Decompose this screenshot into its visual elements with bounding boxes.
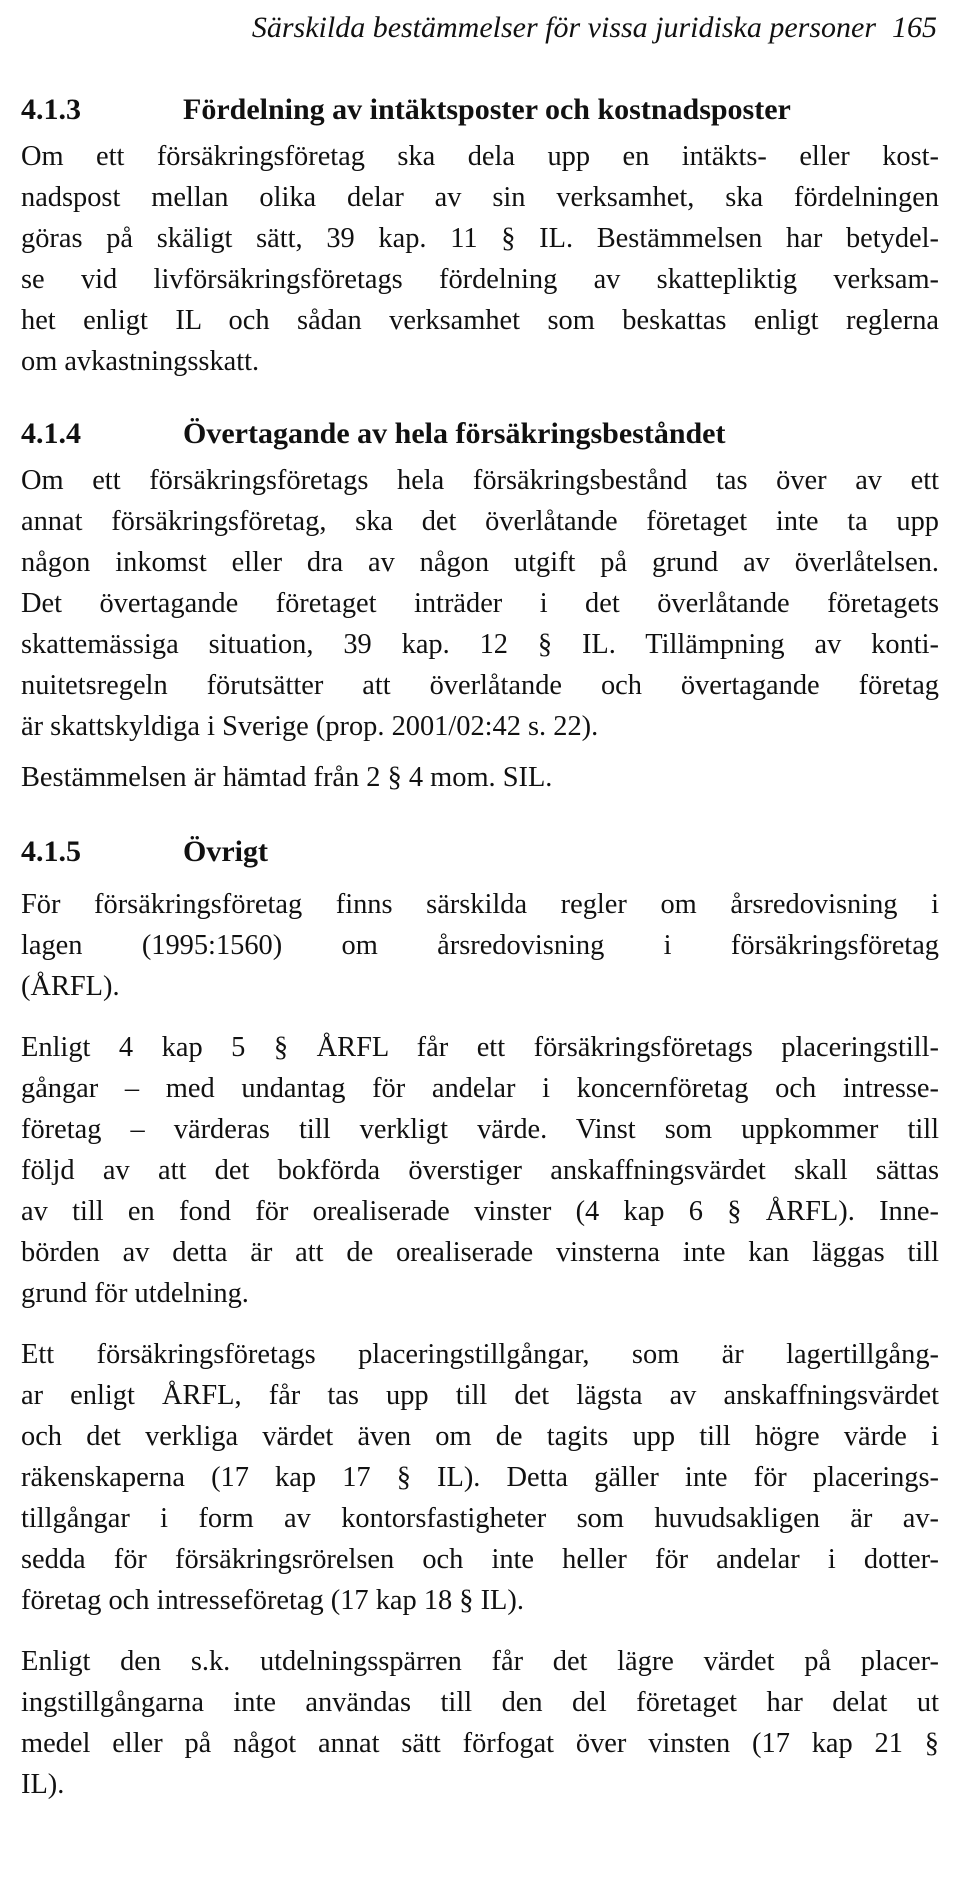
text-line: företag och intresseföretag (17 kap 18 § IL). <box>21 1585 524 1616</box>
section-number: 4.1.4 <box>21 417 81 450</box>
section-heading <box>21 830 939 874</box>
text-line: Enligt 4 kap 5 § ÅRFL får ett försäkringsföretags placeringstill- <box>21 1032 939 1063</box>
section-heading <box>21 412 939 456</box>
paragraph <box>21 884 939 1007</box>
text-line: sedda för försäkringsrörelsen och inte heller för andelar i dotter- <box>21 1544 939 1575</box>
text-line: företag – värderas till verkligt värde. Vinst som uppkommer till <box>21 1114 939 1145</box>
paragraph <box>21 460 939 747</box>
text-line: gångar – med undantag för andelar i koncernföretag och intresse- <box>21 1073 939 1104</box>
text-line: räkenskaperna (17 kap 17 § IL). Detta gäller inte för placerings- <box>21 1462 939 1493</box>
paragraph <box>21 1641 939 1805</box>
paragraph <box>21 136 939 382</box>
text-line: medel eller på något annat sätt förfogat över vinsten (17 kap 21 § <box>21 1728 939 1759</box>
text-line: nadspost mellan olika delar av sin verksamhet, ska fördelningen <box>21 182 939 213</box>
section-title: Övrigt <box>183 835 268 868</box>
section-title: Fördelning av intäktsposter och kostnadsposter <box>183 93 791 126</box>
text-line: het enligt IL och sådan verksamhet som beskattas enligt reglerna <box>21 305 939 336</box>
text-line: lagen (1995:1560) om årsredovisning i försäkringsföretag <box>21 930 939 961</box>
text-line: om avkastningsskatt. <box>21 346 260 377</box>
text-line: följd av att det bokförda överstiger anskaffningsvärdet skall sättas <box>21 1155 939 1186</box>
text-line: annat försäkringsföretag, ska det överlåtande företaget inte ta upp <box>21 506 939 537</box>
text-line: börden av detta är att de orealiserade vinsterna inte kan läggas till <box>21 1237 939 1268</box>
running-header <box>21 6 939 50</box>
section-heading <box>21 88 939 132</box>
text-line: se vid livförsäkringsföretags fördelning av skattepliktig verksam- <box>21 264 939 295</box>
section-number: 4.1.3 <box>21 93 81 126</box>
text-line: tillgångar i form av kontorsfastigheter som huvudsakligen är av- <box>21 1503 939 1534</box>
text-line: skattemässiga situation, 39 kap. 12 § IL. Tillämpning av konti- <box>21 629 939 660</box>
text-line: ingstillgångarna inte användas till den del företaget har delat ut <box>21 1687 939 1718</box>
text-line: är skattskyldiga i Sverige (prop. 2001/02:42 s. 22). <box>21 711 599 742</box>
text-line: grund för utdelning. <box>21 1278 249 1309</box>
text-line: någon inkomst eller dra av någon utgift på grund av överlåtelsen. <box>21 547 939 578</box>
text-line: (ÅRFL). <box>21 971 120 1002</box>
text-line: av till en fond för orealiserade vinster (4 kap 6 § ÅRFL). Inne- <box>21 1196 939 1227</box>
text-line: göras på skäligt sätt, 39 kap. 11 § IL. Bestämmelsen har betydel- <box>21 223 939 254</box>
paragraph <box>21 1334 939 1621</box>
text-line: Det övertagande företaget inträder i det överlåtande företagets <box>21 588 939 619</box>
running-header-title: Särskilda bestämmelser för vissa juridiska personer <box>251 11 876 44</box>
text-line: IL). <box>21 1769 65 1800</box>
text-line: Ett försäkringsföretags placeringstillgångar, som är lagertillgång- <box>21 1339 939 1370</box>
paragraph <box>21 757 939 798</box>
paragraph <box>21 1027 939 1314</box>
text-line: Bestämmelsen är hämtad från 2 § 4 mom. SIL. <box>21 762 553 793</box>
text-line: Om ett försäkringsföretags hela försäkringsbestånd tas över av ett <box>21 465 939 496</box>
text-line: Enligt den s.k. utdelningsspärren får det lägre värdet på placer- <box>21 1646 939 1677</box>
text-line: nuitetsregeln förutsätter att överlåtande och övertagande företag <box>21 670 939 701</box>
text-line: För försäkringsföretag finns särskilda regler om årsredovisning i <box>21 889 939 920</box>
text-line: ar enligt ÅRFL, får tas upp till det lägsta av anskaffningsvärdet <box>21 1380 939 1411</box>
page-number: 165 <box>892 11 937 44</box>
text-line: och det verkliga värdet även om de tagits upp till högre värde i <box>21 1421 939 1452</box>
section-number: 4.1.5 <box>21 835 81 868</box>
section-title: Övertagande av hela försäkringsbeståndet <box>183 417 726 450</box>
text-line: Om ett försäkringsföretag ska dela upp en intäkts- eller kost- <box>21 141 939 172</box>
document-page <box>21 0 939 1805</box>
